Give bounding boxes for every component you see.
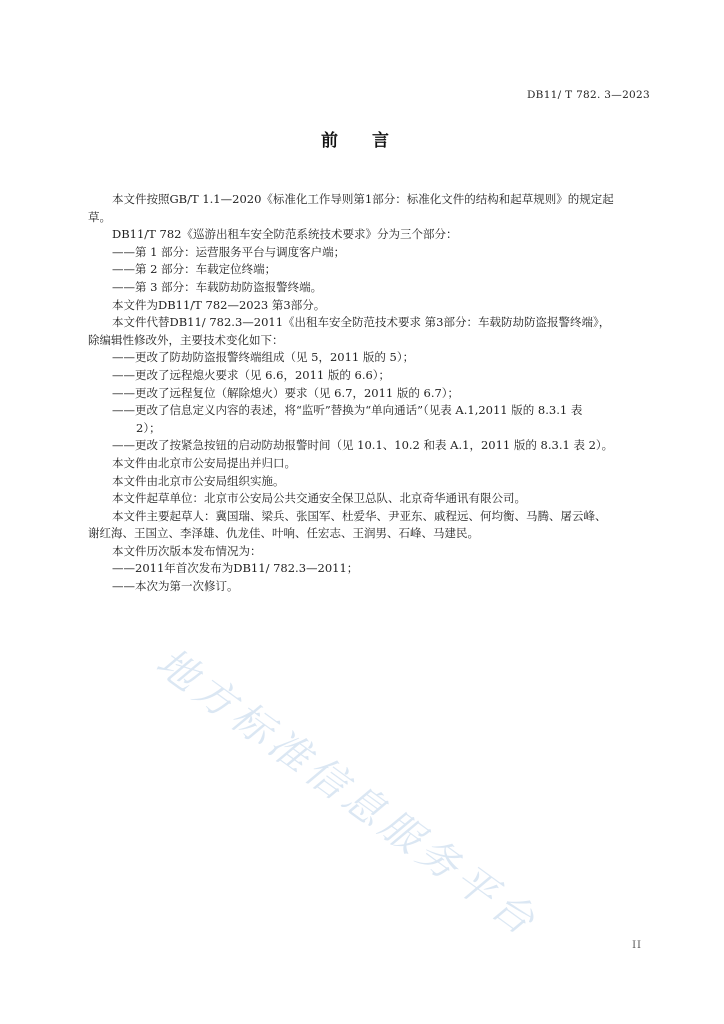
list-item: ——更改了信息定义内容的表述，将“监听”替换为“单向通话”（见表 A.1,2011 版的 8.3.1 表 xyxy=(112,403,583,418)
paragraph-line: 除编辑性修改外，主要技术变化如下： xyxy=(88,332,284,347)
paragraph-line: 本文件由北京市公安局组织实施。 xyxy=(112,473,285,488)
list-item: ——第 3 部分：车载防劫防盗报警终端。 xyxy=(112,279,323,294)
list-item-continuation: 2）； xyxy=(136,420,161,435)
paragraph-line: 本文件为DB11/T 782—2023 第3部分。 xyxy=(112,297,326,312)
paragraph-line: DB11/T 782《巡游出租车安全防范系统技术要求》分为三个部分： xyxy=(112,227,458,242)
list-item: ——更改了远程熄火要求（见 6.6，2011 版的 6.6）； xyxy=(112,367,391,382)
paragraph-line: 草。 xyxy=(88,209,111,224)
paragraph-line: 本文件按照GB/T 1.1—2020《标准化工作导则第1部分：标准化文件的结构和起草规则》的规定起 xyxy=(112,192,614,206)
list-item: ——本次为第一次修订。 xyxy=(112,579,239,594)
paragraph-line: 本文件主要起草人：冀国瑞、梁兵、张国军、杜爱华、尹亚东、戚程远、何均衡、马腾、屠云峰、 xyxy=(112,508,607,523)
page-number: II xyxy=(632,940,642,951)
watermark: 地方标准信息服务平台 xyxy=(147,639,547,947)
list-item: ——2011年首次发布为DB11/ 782.3—2011； xyxy=(112,561,359,576)
list-item: ——第 1 部分：运营服务平台与调度客户端； xyxy=(112,244,346,259)
paragraph-line: 本文件起草单位：北京市公安局公共交通安全保卫总队、北京奇华通讯有限公司。 xyxy=(112,491,526,506)
list-item: ——更改了防劫防盗报警终端组成（见 5，2011 版的 5）； xyxy=(112,350,415,365)
paragraph-line: 本文件历次版本发布情况为： xyxy=(112,543,262,558)
foreword-body xyxy=(88,191,660,596)
list-item: ——更改了远程复位（解除熄火）要求（见 6.7，2011 版的 6.7）； xyxy=(112,385,460,400)
page-title: 前 言 xyxy=(321,131,403,151)
list-item: ——更改了按紧急按钮的启动防劫报警时间（见 10.1、10.2 和表 A.1，2011 版的 8.3.1 表 2）。 xyxy=(112,438,614,453)
paragraph-line: 本文件代替DB11/ 782.3—2011《出租车安全防范技术要求 第3部分：车载防劫防盗报警终端》， xyxy=(112,315,611,330)
paragraph-line: 谢红海、王国立、李泽雄、仇龙佳、叶响、任宏志、王润男、石峰、马建民。 xyxy=(88,526,479,541)
list-item: ——第 2 部分：车载定位终端； xyxy=(112,262,277,277)
paragraph-line: 本文件由北京市公安局提出并归口。 xyxy=(112,455,296,470)
standard-code: DB11/ T 782. 3—2023 xyxy=(526,89,650,101)
